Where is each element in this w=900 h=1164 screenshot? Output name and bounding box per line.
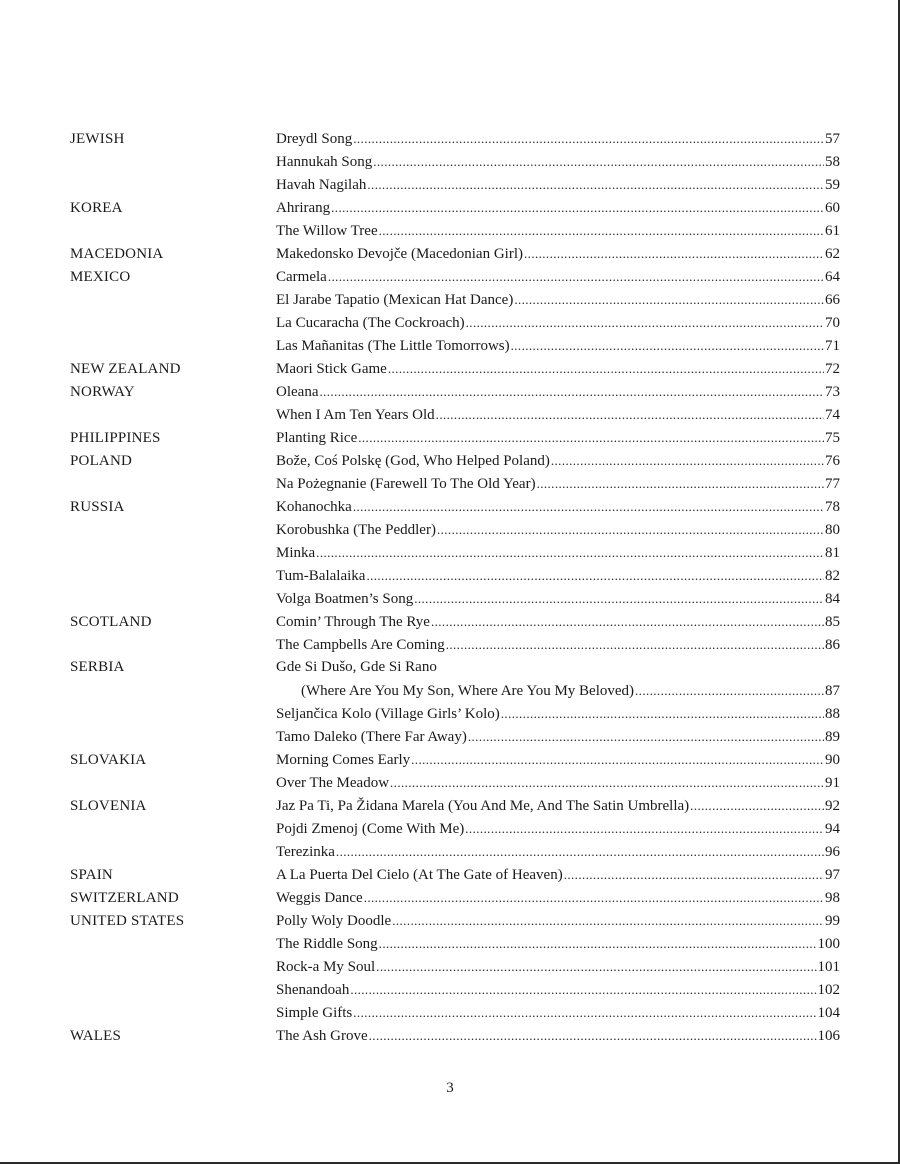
toc-row <box>70 196 840 219</box>
toc-song-title: Pojdi Zmenoj (Come With Me) <box>276 821 465 837</box>
toc-country: WALES <box>70 1028 121 1044</box>
toc-entry <box>276 656 840 679</box>
toc-entry <box>276 771 840 795</box>
toc-row <box>70 633 840 656</box>
toc-song-title: Havah Nagilah <box>276 177 367 193</box>
toc-row <box>70 771 840 794</box>
toc-page-number: 81 <box>825 545 840 561</box>
toc-dot-leader <box>437 518 824 541</box>
toc-country: KOREA <box>70 200 123 216</box>
toc-entry <box>276 449 840 473</box>
toc-row <box>70 472 840 495</box>
toc-entry <box>276 817 840 841</box>
table-of-contents <box>70 127 840 1047</box>
toc-entry <box>276 472 840 496</box>
toc-page-number: 71 <box>825 338 840 354</box>
toc-page-number: 78 <box>825 499 840 515</box>
toc-dot-leader <box>446 633 824 656</box>
toc-page-number: 106 <box>817 1028 840 1044</box>
toc-dot-leader <box>379 932 817 955</box>
toc-dot-leader <box>411 748 824 771</box>
toc-page-number: 88 <box>825 706 840 722</box>
toc-dot-leader <box>537 472 824 495</box>
toc-entry <box>276 311 840 335</box>
toc-dot-leader <box>376 955 816 978</box>
toc-entry <box>276 173 840 197</box>
toc-page-number: 100 <box>817 936 840 952</box>
toc-country: SLOVENIA <box>70 798 147 814</box>
toc-song-title: Oleana <box>276 384 319 400</box>
toc-dot-leader <box>367 173 824 196</box>
toc-dot-leader <box>466 311 824 334</box>
toc-page-number: 61 <box>825 223 840 239</box>
toc-song-title: Carmela <box>276 269 327 285</box>
toc-row <box>70 610 840 633</box>
toc-entry <box>276 564 840 588</box>
toc-dot-leader <box>524 242 824 265</box>
toc-entry <box>276 1024 840 1048</box>
toc-row <box>70 725 840 748</box>
toc-dot-leader <box>336 840 824 863</box>
toc-page-number: 73 <box>825 384 840 400</box>
toc-row <box>70 265 840 288</box>
toc-dot-leader <box>392 909 824 932</box>
toc-song-title: Gde Si Dušo, Gde Si Rano <box>276 659 437 675</box>
toc-entry <box>276 679 840 703</box>
toc-entry <box>276 150 840 174</box>
toc-entry <box>276 978 840 1002</box>
toc-row <box>70 449 840 472</box>
toc-row <box>70 242 840 265</box>
toc-page-number: 89 <box>825 729 840 745</box>
toc-page-number: 72 <box>825 361 840 377</box>
toc-entry <box>276 863 840 887</box>
toc-entry <box>276 219 840 243</box>
toc-dot-leader <box>551 449 824 472</box>
toc-dot-leader <box>388 357 824 380</box>
toc-row <box>70 127 840 150</box>
toc-song-title: Tamo Daleko (There Far Away) <box>276 729 467 745</box>
toc-song-title: Hannukah Song <box>276 154 373 170</box>
toc-dot-leader <box>366 564 824 587</box>
toc-page-number: 82 <box>825 568 840 584</box>
toc-entry <box>276 587 840 611</box>
toc-entry <box>276 334 840 358</box>
toc-dot-leader <box>431 610 824 633</box>
toc-song-title: (Where Are You My Son, Where Are You My Beloved) <box>301 683 635 699</box>
toc-entry <box>276 909 840 933</box>
toc-page-number: 57 <box>825 131 840 147</box>
toc-entry <box>276 932 840 956</box>
toc-row <box>70 311 840 334</box>
toc-entry <box>276 955 840 979</box>
toc-song-title: Makedonsko Devojče (Macedonian Girl) <box>276 246 524 262</box>
toc-song-title: Polly Woly Doodle <box>276 913 392 929</box>
toc-dot-leader <box>465 817 824 840</box>
toc-song-title: A La Puerta Del Cielo (At The Gate of Heaven) <box>276 867 563 883</box>
toc-song-title: Terezinka <box>276 844 335 860</box>
toc-page-number: 76 <box>825 453 840 469</box>
toc-page-number: 104 <box>817 1005 840 1021</box>
toc-page-number: 58 <box>825 154 840 170</box>
toc-country: SWITZERLAND <box>70 890 179 906</box>
toc-entry <box>276 610 840 634</box>
toc-dot-leader <box>501 702 824 725</box>
toc-entry <box>276 840 840 864</box>
toc-row <box>70 1001 840 1024</box>
toc-dot-leader <box>468 725 824 748</box>
toc-dot-leader <box>364 886 824 909</box>
toc-song-title: The Campbells Are Coming <box>276 637 445 653</box>
toc-dot-leader <box>369 1024 817 1047</box>
toc-row <box>70 817 840 840</box>
toc-row <box>70 173 840 196</box>
toc-entry <box>276 265 840 289</box>
toc-row <box>70 334 840 357</box>
toc-dot-leader <box>353 127 824 150</box>
toc-entry <box>276 794 840 818</box>
toc-song-title: Ahrirang <box>276 200 331 216</box>
toc-dot-leader <box>328 265 824 288</box>
toc-row <box>70 518 840 541</box>
toc-row <box>70 955 840 978</box>
toc-page-number: 85 <box>825 614 840 630</box>
toc-page-number: 59 <box>825 177 840 193</box>
toc-row <box>70 357 840 380</box>
toc-row <box>70 656 840 679</box>
toc-dot-leader <box>635 679 824 702</box>
toc-song-title: Minka <box>276 545 316 561</box>
toc-dot-leader <box>436 403 824 426</box>
toc-page-number: 74 <box>825 407 840 423</box>
toc-entry <box>276 495 840 519</box>
toc-page-number: 64 <box>825 269 840 285</box>
toc-dot-leader <box>379 219 824 242</box>
toc-page-number: 75 <box>825 430 840 446</box>
toc-song-title: Shenandoah <box>276 982 350 998</box>
toc-page-number: 101 <box>817 959 840 975</box>
toc-song-title: Morning Comes Early <box>276 752 411 768</box>
toc-song-title: The Riddle Song <box>276 936 378 952</box>
toc-row <box>70 564 840 587</box>
toc-song-title: Weggis Dance <box>276 890 363 906</box>
toc-song-title: Na Pożegnanie (Farewell To The Old Year) <box>276 476 536 492</box>
toc-row <box>70 495 840 518</box>
toc-page-number: 102 <box>817 982 840 998</box>
toc-song-title: Comin’ Through The Rye <box>276 614 430 630</box>
toc-song-title: El Jarabe Tapatio (Mexican Hat Dance) <box>276 292 514 308</box>
toc-song-title: Over The Meadow <box>276 775 390 791</box>
toc-dot-leader <box>353 495 824 518</box>
toc-page-number: 97 <box>825 867 840 883</box>
toc-dot-leader <box>373 150 824 173</box>
toc-entry <box>276 518 840 542</box>
toc-page-number: 94 <box>825 821 840 837</box>
toc-dot-leader <box>316 541 824 564</box>
toc-entry <box>276 702 840 726</box>
toc-song-title: Kohanochka <box>276 499 352 515</box>
toc-entry <box>276 288 840 312</box>
toc-row <box>70 426 840 449</box>
toc-song-title: Seljančica Kolo (Village Girls’ Kolo) <box>276 706 500 722</box>
toc-row <box>70 840 840 863</box>
toc-row <box>70 748 840 771</box>
toc-country: SCOTLAND <box>70 614 152 630</box>
toc-country: SERBIA <box>70 659 125 675</box>
toc-entry <box>276 403 840 427</box>
toc-row <box>70 909 840 932</box>
toc-dot-leader <box>564 863 824 886</box>
toc-song-title: Tum-Balalaika <box>276 568 366 584</box>
toc-row <box>70 541 840 564</box>
toc-dot-leader <box>353 1001 816 1024</box>
toc-song-title: Maori Stick Game <box>276 361 387 377</box>
toc-dot-leader <box>690 794 824 817</box>
toc-row <box>70 863 840 886</box>
toc-song-title: Las Mañanitas (The Little Tomorrows) <box>276 338 510 354</box>
toc-dot-leader <box>319 380 824 403</box>
toc-page-number: 86 <box>825 637 840 653</box>
toc-dot-leader <box>414 587 824 610</box>
toc-row <box>70 886 840 909</box>
toc-song-title: Volga Boatmen’s Song <box>276 591 414 607</box>
toc-song-title: Jaz Pa Ti, Pa Židana Marela (You And Me, And The Satin Umbrella) <box>276 798 690 814</box>
toc-song-title: The Willow Tree <box>276 223 378 239</box>
toc-dot-leader <box>350 978 816 1001</box>
toc-row <box>70 1024 840 1047</box>
toc-row <box>70 702 840 725</box>
toc-row <box>70 932 840 955</box>
toc-page-number: 62 <box>825 246 840 262</box>
toc-entry <box>276 380 840 404</box>
toc-page-number: 70 <box>825 315 840 331</box>
toc-page-number: 90 <box>825 752 840 768</box>
page-number: 3 <box>446 1080 454 1096</box>
toc-country: NORWAY <box>70 384 135 400</box>
toc-row <box>70 679 840 702</box>
toc-row <box>70 288 840 311</box>
toc-row <box>70 219 840 242</box>
toc-row <box>70 403 840 426</box>
toc-entry <box>276 886 840 910</box>
toc-row <box>70 794 840 817</box>
toc-country: MEXICO <box>70 269 131 285</box>
toc-dot-leader <box>514 288 824 311</box>
toc-country: POLAND <box>70 453 133 469</box>
toc-page-number: 96 <box>825 844 840 860</box>
toc-entry <box>276 357 840 381</box>
toc-page-number: 91 <box>825 775 840 791</box>
toc-country: NEW ZEALAND <box>70 361 181 377</box>
toc-entry <box>276 196 840 220</box>
toc-row <box>70 978 840 1001</box>
toc-country: UNITED STATES <box>70 913 185 929</box>
toc-country: SPAIN <box>70 867 113 883</box>
toc-entry <box>276 426 840 450</box>
toc-song-title: Rock-a My Soul <box>276 959 376 975</box>
toc-row <box>70 150 840 173</box>
toc-country: PHILIPPINES <box>70 430 161 446</box>
toc-dot-leader <box>390 771 824 794</box>
toc-page-number: 77 <box>825 476 840 492</box>
toc-country: MACEDONIA <box>70 246 164 262</box>
toc-song-title: Simple Gifts <box>276 1005 353 1021</box>
toc-page-number: 87 <box>825 683 840 699</box>
toc-entry <box>276 748 840 772</box>
toc-entry <box>276 633 840 657</box>
toc-song-title: La Cucaracha (The Cockroach) <box>276 315 465 331</box>
toc-country: RUSSIA <box>70 499 125 515</box>
toc-entry <box>276 127 840 151</box>
toc-page-number: 99 <box>825 913 840 929</box>
toc-entry <box>276 242 840 266</box>
toc-song-title: Korobushka (The Peddler) <box>276 522 436 538</box>
toc-page-number: 98 <box>825 890 840 906</box>
toc-song-title: The Ash Grove <box>276 1028 368 1044</box>
toc-country: SLOVAKIA <box>70 752 147 768</box>
toc-song-title: Dreydl Song <box>276 131 353 147</box>
toc-song-title: Planting Rice <box>276 430 358 446</box>
toc-dot-leader <box>511 334 824 357</box>
toc-entry <box>276 541 840 565</box>
toc-song-title: Bože, Coś Polskę (God, Who Helped Poland) <box>276 453 550 469</box>
toc-song-title: When I Am Ten Years Old <box>276 407 435 423</box>
toc-entry <box>276 1001 840 1025</box>
toc-country: JEWISH <box>70 131 125 147</box>
toc-page-number: 66 <box>825 292 840 308</box>
toc-page-number: 92 <box>825 798 840 814</box>
toc-dot-leader <box>331 196 824 219</box>
toc-entry <box>276 725 840 749</box>
toc-row <box>70 380 840 403</box>
toc-dot-leader <box>358 426 824 449</box>
toc-page-number: 80 <box>825 522 840 538</box>
toc-page-number: 84 <box>825 591 840 607</box>
toc-row <box>70 587 840 610</box>
toc-page-number: 60 <box>825 200 840 216</box>
